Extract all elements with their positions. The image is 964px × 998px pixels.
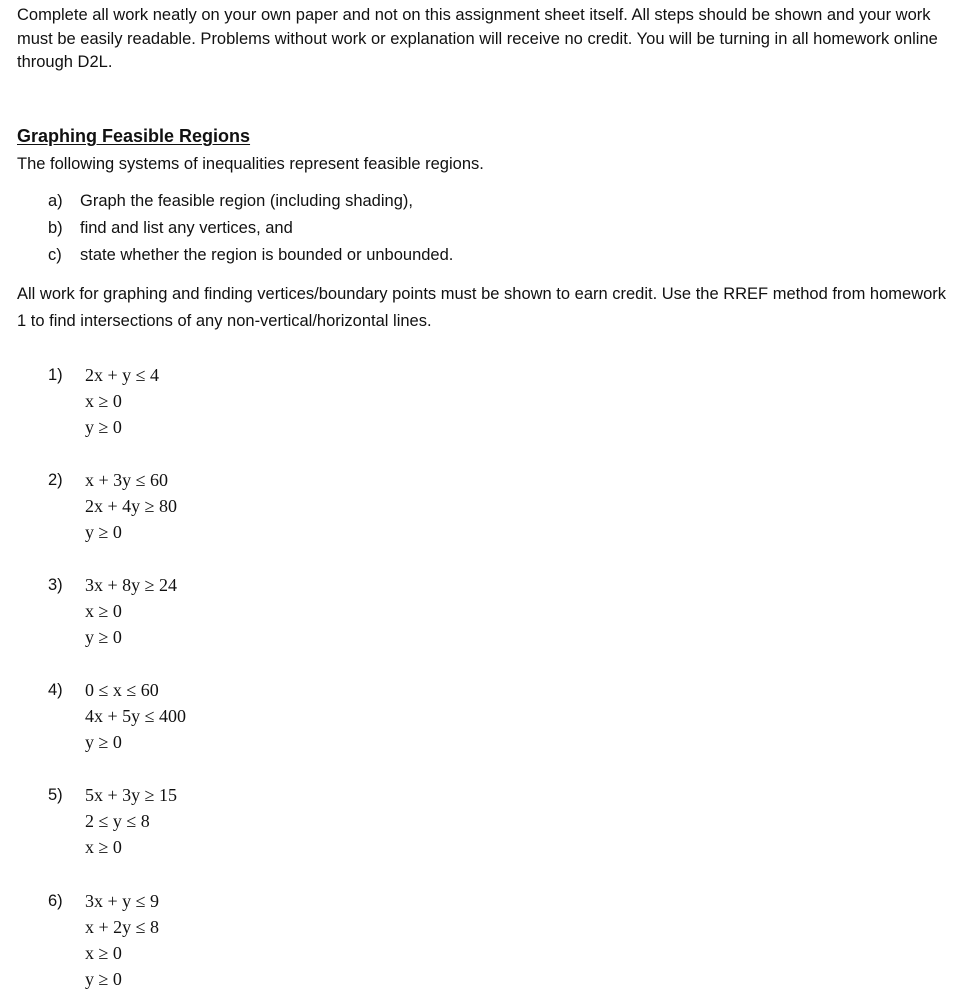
inequality: x ≥ 0 xyxy=(85,943,122,963)
task-text: state whether the region is bounded or unbounded. xyxy=(80,246,454,264)
task-item-a xyxy=(48,189,453,216)
inequality-list xyxy=(85,468,177,546)
inequality-list xyxy=(85,678,186,756)
inequality: 4x + 5y ≤ 400 xyxy=(85,706,187,726)
problem-number: 1) xyxy=(48,366,63,384)
inequality-list xyxy=(85,783,177,861)
inequality: x + 3y ≤ 60 xyxy=(85,470,169,490)
inequality-list xyxy=(85,889,159,993)
task-text: Graph the feasible region (including shading), xyxy=(80,192,413,210)
task-marker: a) xyxy=(48,192,63,210)
inequality: 2x + 4y ≥ 80 xyxy=(85,496,178,516)
task-list xyxy=(48,189,453,270)
inequality: 3x + 8y ≥ 24 xyxy=(85,575,178,595)
inequality-list xyxy=(85,573,177,651)
inequality: y ≥ 0 xyxy=(85,732,122,752)
inequality: 2 ≤ y ≤ 8 xyxy=(85,811,150,831)
inequality: 5x + 3y ≥ 15 xyxy=(85,785,178,805)
inequality: y ≥ 0 xyxy=(85,969,122,989)
task-item-c xyxy=(48,243,453,270)
inequality: 2x + y ≤ 4 xyxy=(85,365,160,385)
task-text: find and list any vertices, and xyxy=(80,219,293,237)
inequality: x ≥ 0 xyxy=(85,837,122,857)
inequality: x ≥ 0 xyxy=(85,601,122,621)
inequality-list xyxy=(85,363,159,441)
intro-paragraph: Complete all work neatly on your own paper and not on this assignment sheet itself. All steps should be shown and your work must be easily readable. Problems without work or explanation will receive no credit. You will be turning in all homework online through D2L. xyxy=(17,6,938,71)
task-marker: c) xyxy=(48,246,62,264)
section-lead: The following systems of inequalities represent feasible regions. xyxy=(17,155,484,173)
section-title: Graphing Feasible Regions xyxy=(17,126,251,146)
problem-number: 4) xyxy=(48,681,63,699)
problem-number: 6) xyxy=(48,892,63,910)
inequality: 3x + y ≤ 9 xyxy=(85,891,160,911)
inequality: 0 ≤ x ≤ 60 xyxy=(85,680,159,700)
inequality: x + 2y ≤ 8 xyxy=(85,917,160,937)
problem-number: 5) xyxy=(48,786,63,804)
inequality: x ≥ 0 xyxy=(85,391,122,411)
inequality: y ≥ 0 xyxy=(85,417,122,437)
inequality: y ≥ 0 xyxy=(85,522,122,542)
task-marker: b) xyxy=(48,219,63,237)
task-item-b xyxy=(48,216,453,243)
instructions-paragraph: All work for graphing and finding vertices/boundary points must be shown to earn credit. Use the RREF method from homework 1 to find intersections of any non-vertical/horizontal lines. xyxy=(17,285,947,330)
problem-number: 3) xyxy=(48,576,63,594)
problem-number: 2) xyxy=(48,471,63,489)
inequality: y ≥ 0 xyxy=(85,627,122,647)
